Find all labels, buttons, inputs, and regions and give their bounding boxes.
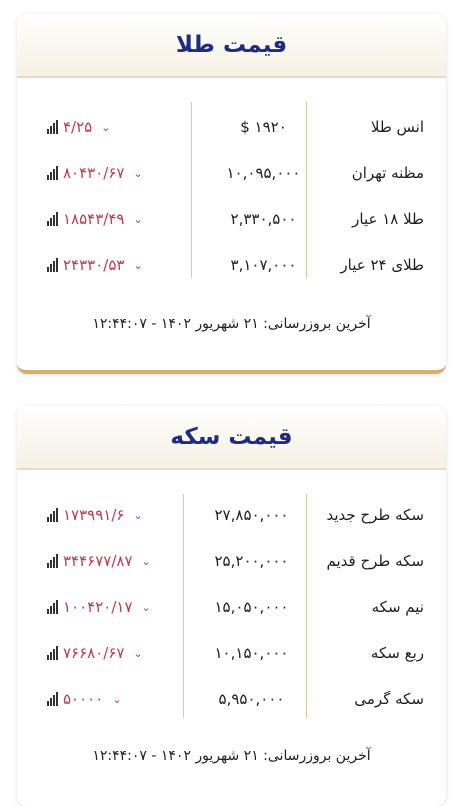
coin-name: سکه طرح جدید [326,506,424,524]
coin-row-old[interactable] [17,538,446,584]
coin-change [47,584,151,630]
chevron-down-icon: ⌄ [133,212,143,226]
gold-row-mazaneh[interactable] [17,150,446,196]
gold-price: ۱۰,۰۹۵,۰۰۰ [226,164,301,182]
gold-last-update: آخرین بروزرسانی: ۲۱ شهریور ۱۴۰۲ - ۱۲:۴۴:۰۷ [92,316,371,332]
coin-name: نیم سکه [371,598,424,616]
coin-last-update: آخرین بروزرسانی: ۲۱ شهریور ۱۴۰۲ - ۱۲:۴۴:۰۷ [92,748,371,764]
change-value: ۳۴۴۶۷۷/۸۷ [63,552,133,570]
gold-change [47,196,143,242]
gold-row-ounce[interactable] [17,104,446,150]
coin-row-gram[interactable] [17,676,446,722]
gold-change [47,242,143,288]
coin-price: ۱۰,۱۵۰,۰۰۰ [214,644,289,662]
change-value: ۱۰۰۴۲۰/۱۷ [63,598,133,616]
chevron-down-icon: ⌄ [133,166,143,180]
gold-name: طلای ۲۴ عیار [340,256,424,274]
chevron-down-icon: ⌄ [141,600,151,614]
change-value: ۵۰۰۰۰ [63,690,104,708]
gold-name: طلا ۱۸ عیار [352,210,424,228]
coin-row-half[interactable] [17,584,446,630]
bar-chart-icon[interactable] [47,508,58,522]
coin-price: ۲۷,۸۵۰,۰۰۰ [214,506,289,524]
coin-row-quarter[interactable] [17,630,446,676]
chevron-down-icon: ⌄ [101,120,111,134]
change-value: ۱۷۳۹۹۱/۶ [63,506,125,524]
chevron-down-icon: ⌄ [133,646,143,660]
gold-name: انس طلا [370,118,424,136]
gold-row-18k[interactable] [17,196,446,242]
gold-price-card [17,14,446,374]
coin-row-new[interactable] [17,492,446,538]
coin-card-title: قیمت سکه [170,424,293,450]
gold-price: ۲,۳۳۰,۵۰۰ [230,210,297,228]
change-value: ۷۶۶۸۰/۶۷ [63,644,125,662]
chevron-down-icon: ⌄ [133,508,143,522]
coin-price-card [17,406,446,806]
gold-card-header [17,14,446,78]
change-value: ۱۸۵۴۳/۴۹ [63,210,125,228]
gold-price: ۳,۱۰۷,۰۰۰ [230,256,297,274]
gold-row-24k[interactable] [17,242,446,288]
coin-change [47,538,151,584]
gold-price: $ ۱۹۲۰ [240,118,287,136]
gold-card-title: قیمت طلا [175,32,288,58]
coin-price: ۱۵,۰۵۰,۰۰۰ [214,598,289,616]
coin-change [47,630,143,676]
bar-chart-icon[interactable] [47,166,58,180]
coin-name: ربع سکه [370,644,424,662]
coin-change [47,492,143,538]
bar-chart-icon[interactable] [47,212,58,226]
bar-chart-icon[interactable] [47,120,58,134]
coin-price: ۵,۹۵۰,۰۰۰ [218,690,285,708]
bar-chart-icon[interactable] [47,554,58,568]
chevron-down-icon: ⌄ [141,554,151,568]
coin-name: سکه گرمی [354,690,424,708]
gold-name: مظنه تهران [351,164,424,182]
gold-change [47,150,143,196]
chevron-down-icon: ⌄ [112,692,122,706]
coin-change [47,676,122,722]
bar-chart-icon[interactable] [47,646,58,660]
change-value: ۸۰۴۳۰/۶۷ [63,164,125,182]
gold-change [47,104,110,150]
bar-chart-icon[interactable] [47,692,58,706]
coin-price: ۲۵,۲۰۰,۰۰۰ [214,552,289,570]
change-value: ۲۴۳۳۰/۵۳ [63,256,125,274]
coin-name: سکه طرح قدیم [326,552,424,570]
bar-chart-icon[interactable] [47,258,58,272]
coin-card-header [17,406,446,470]
chevron-down-icon: ⌄ [133,258,143,272]
change-value: ۴/۲۵ [63,118,93,136]
bar-chart-icon[interactable] [47,600,58,614]
